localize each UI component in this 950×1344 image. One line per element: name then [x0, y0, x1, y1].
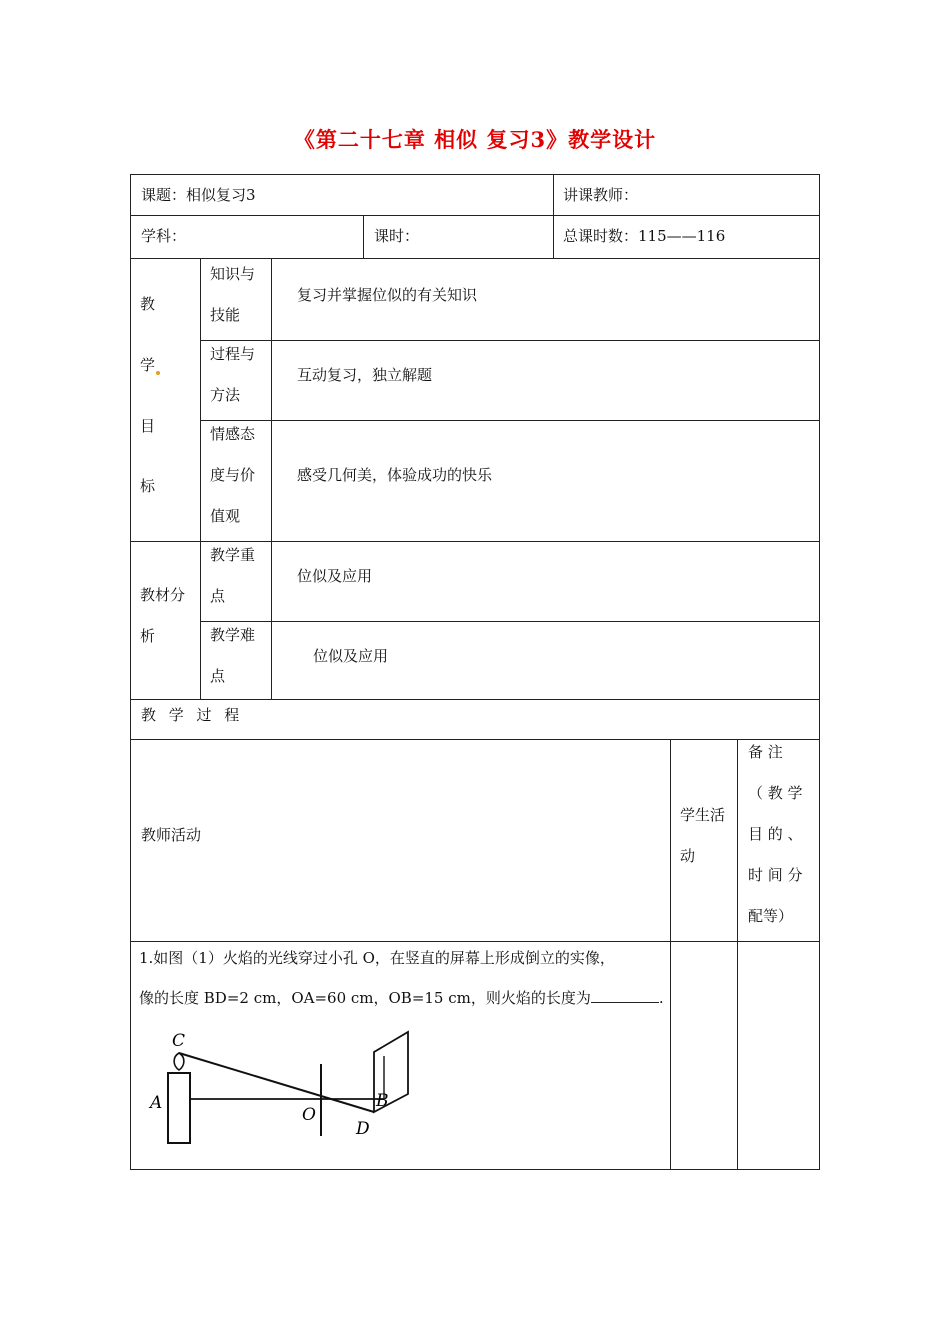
process-heading: 教 学 过 程	[141, 706, 240, 724]
key-points-label: 教学重 点	[210, 546, 256, 605]
knowledge-skills-content: 复习并掌握位似的有关知识	[297, 286, 478, 304]
objectives-label-1: 教	[140, 295, 156, 313]
candle-body	[168, 1073, 190, 1143]
process-methods-content: 互动复习，独立解题	[297, 366, 433, 384]
analysis-label-2: 析	[140, 627, 156, 645]
candle-flame	[174, 1053, 184, 1070]
difficult-points-content: 位似及应用	[313, 647, 389, 665]
notes-line-2: （ 教 学	[748, 784, 803, 802]
process-methods-label: 过程与 方法	[210, 345, 256, 404]
answer-blank	[591, 988, 659, 1003]
attitude-values-label: 情感态 度与价 值观	[210, 425, 256, 525]
topic-label: 课题：相似复习3	[141, 186, 256, 204]
label-d: D	[356, 1119, 370, 1139]
total-periods-label: 总课时数：115——116	[563, 227, 726, 245]
objectives-label-2: 学	[140, 355, 160, 375]
knowledge-skills-label: 知识与 技能	[210, 265, 256, 324]
teacher-activity-label: 教师活动	[141, 826, 202, 844]
objectives-label-3: 目	[140, 417, 156, 435]
attitude-values-content: 感受几何美，体验成功的快乐	[297, 466, 493, 484]
student-activity-label: 学生活 动	[680, 806, 726, 865]
problem-line-2: 像的长度 BD=2 cm，OA=60 cm，OB=15 cm，则火焰的长度为 .	[139, 989, 664, 1007]
label-o: O	[302, 1105, 316, 1125]
lesson-plan-table	[130, 174, 820, 1170]
pinhole-figure	[144, 1026, 444, 1146]
difficult-points-label: 教学难 点	[210, 626, 256, 685]
teacher-label: 讲课教师：	[563, 186, 639, 204]
problem-line-1: 1.如图（1）火焰的光线穿过小孔 O，在竖直的屏幕上形成倒立的实像，	[139, 949, 615, 967]
notes-label: 备 注 （ 教 学 目 的 、 时 间 分 配等）	[748, 732, 812, 937]
light-ray	[179, 1053, 374, 1112]
objectives-label-4: 标	[140, 477, 156, 495]
key-points-content: 位似及应用	[297, 567, 373, 585]
page-title: 《第二十七章 相似 复习3》教学设计	[293, 127, 657, 152]
label-a: A	[150, 1093, 163, 1113]
label-b: B	[376, 1091, 389, 1111]
analysis-label-1: 教材分	[140, 586, 186, 604]
label-c: C	[172, 1031, 186, 1051]
period-label: 课时：	[374, 227, 420, 245]
subject-label: 学科：	[141, 227, 187, 245]
mark-dot	[156, 371, 160, 375]
